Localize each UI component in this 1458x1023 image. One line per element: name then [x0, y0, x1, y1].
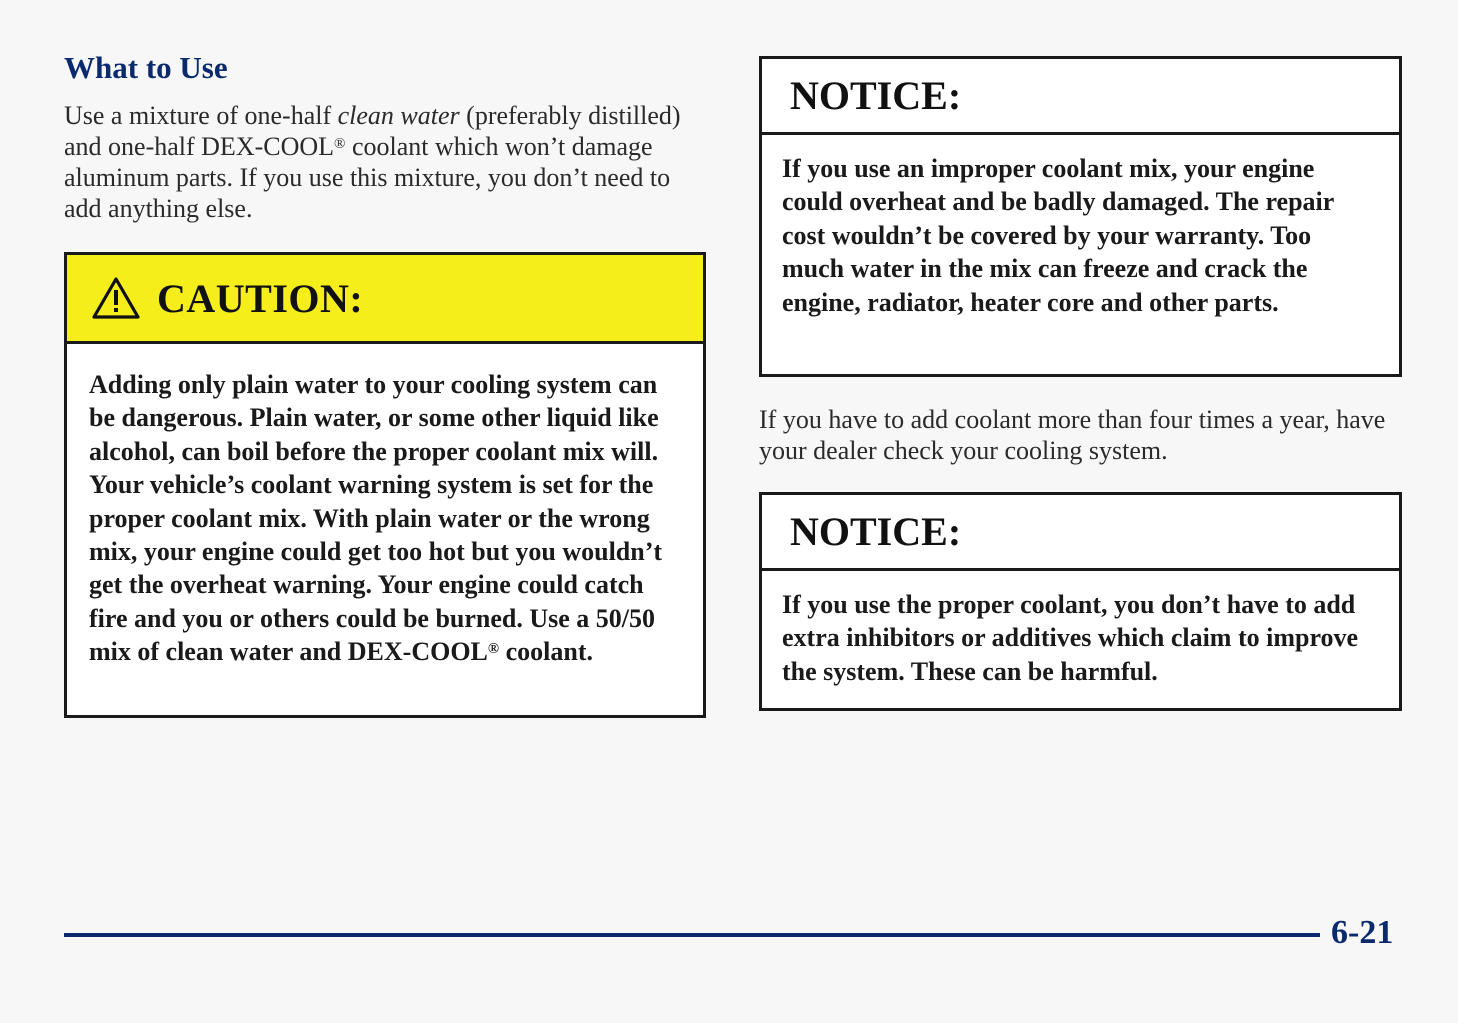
notice-body: If you use the proper coolant, you don’t have to add extra inhibitors or additives which claim to improve the system. These can be harmful.: [782, 590, 1359, 686]
warning-triangle-icon: [91, 276, 141, 320]
caution-text-part1: Adding only plain water to your cooling system can be dangerous. Plain water, or some other liquid like alcohol, can boil before the proper coolant mix will. Your vehicle’s coolant warning system is set for the proper coolant mix. With plain water or the wrong mix, your engine could get too hot but you wouldn’t get the overheat warning. Your engine could catch fire and you or others could be burned. Use a 50/50 mix of clean water and DEX-COOL: [89, 370, 663, 667]
registered-mark: ®: [487, 641, 500, 658]
intro-text-part1: Use a mixture of one-half: [64, 101, 338, 130]
notice-title: NOTICE:: [790, 509, 962, 554]
notice-title: NOTICE:: [790, 73, 962, 118]
caution-text-part2: coolant.: [499, 637, 593, 667]
section-heading: What to Use: [64, 50, 228, 85]
coolant-frequency-paragraph: If you have to add coolant more than four times a year, have your dealer check your cooling system.: [759, 405, 1386, 465]
intro-italic-text: clean water: [337, 101, 460, 130]
footer-rule: [64, 933, 1320, 937]
caution-box: [64, 252, 706, 718]
intro-text-part3: coolant which won’t damage aluminum parts. If you use this mixture, you don’t need to add anything else.: [64, 132, 671, 223]
intro-text-part2: (preferably distilled) and one-half DEX-COOL: [64, 101, 681, 161]
notice-box-proper-coolant: [759, 492, 1402, 711]
intro-paragraph: [64, 100, 704, 224]
caution-title: CAUTION:: [157, 275, 364, 321]
notice-box-improper-mix: [759, 56, 1402, 377]
caution-body: [67, 344, 703, 669]
caution-header: [67, 255, 703, 344]
notice-header: [762, 59, 1399, 135]
notice-body: If you use an improper coolant mix, your engine could overheat and be badly damaged. The repair cost wouldn’t be covered by your warranty. Too much water in the mix can freeze and crack the engine, radiator, heater core and other parts.: [782, 154, 1334, 317]
registered-mark: ®: [334, 136, 346, 152]
notice-header: [762, 495, 1399, 571]
page-number: 6-21: [1331, 914, 1394, 951]
